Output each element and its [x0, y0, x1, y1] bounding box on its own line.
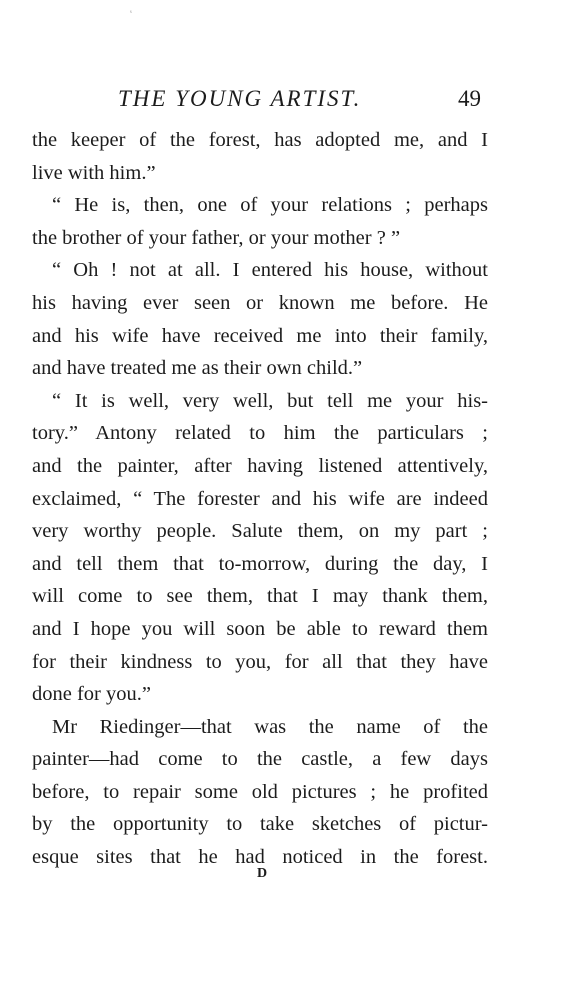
text-line: his having ever seen or known me before. He — [32, 291, 488, 314]
text-line: done for you.” — [32, 683, 151, 706]
body-text — [32, 124, 488, 874]
text-line: by the opportunity to take sketches of pictur- — [32, 813, 488, 836]
text-line: and his wife have received me into their family, — [32, 324, 488, 347]
text-line: exclaimed, “ The forester and his wife are indeed — [32, 487, 488, 510]
text-line: tory.” Antony related to him the particulars ; — [32, 422, 488, 445]
text-line: will come to see them, that I may thank them, — [32, 585, 488, 608]
paragraph-first-line: “ He is, then, one of your relations ; perhaps — [52, 194, 488, 217]
text-line: painter—had come to the castle, a few days — [32, 748, 488, 771]
paper-speck: ˢ — [130, 8, 132, 17]
text-line: for their kindness to you, for all that they have — [32, 650, 488, 673]
paragraph-first-line: Mr Riedinger—that was the name of the — [52, 715, 488, 738]
text-line: the keeper of the forest, has adopted me, and I — [32, 129, 488, 151]
text-line: and have treated me as their own child.” — [32, 357, 363, 380]
text-line: the brother of your father, or your mother ? ” — [32, 226, 401, 249]
text-line: and I hope you will soon be able to reward them — [32, 617, 488, 640]
page-number: 49 — [458, 86, 481, 111]
text-line: esque sites that he had noticed in the forest. — [32, 846, 488, 869]
text-line: live with him.” — [32, 161, 156, 184]
text-line: before, to repair some old pictures ; he profited — [32, 780, 488, 803]
text-line: and the painter, after having listened attentively, — [32, 454, 488, 477]
paragraph-first-line: “ It is well, very well, but tell me your his- — [52, 389, 488, 412]
text-line: very worthy people. Salute them, on my part ; — [32, 520, 488, 543]
running-title: THE YOUNG ARTIST. — [118, 86, 362, 111]
paragraph-first-line: “ Oh ! not at all. I entered his house, without — [52, 259, 488, 282]
page-header — [0, 86, 576, 116]
text-line: and tell them that to-morrow, during the day, I — [32, 552, 488, 575]
signature-mark: D — [257, 866, 269, 881]
